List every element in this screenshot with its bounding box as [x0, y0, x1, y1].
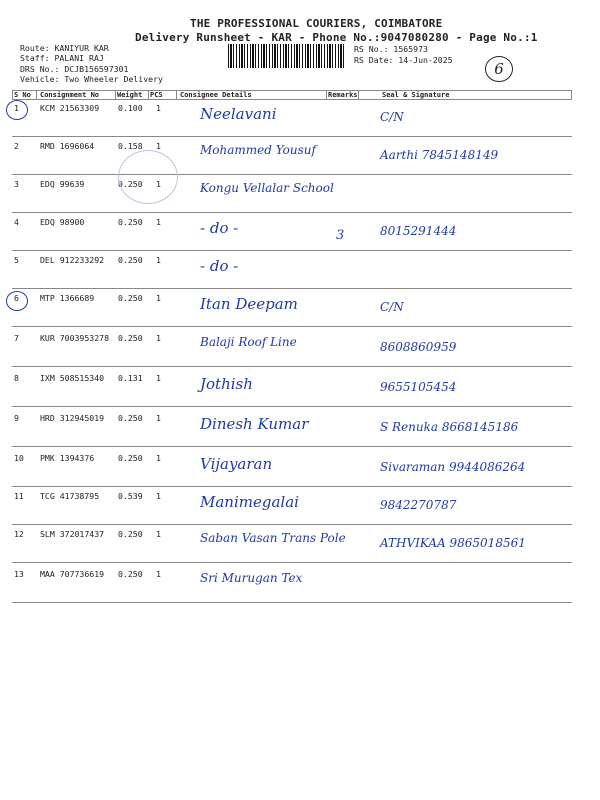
col-header-seal: Seal & Signature	[382, 91, 450, 99]
row-pcs: 1	[156, 413, 161, 423]
row-separator	[12, 288, 572, 289]
row-weight: 0.250	[118, 255, 143, 265]
row-remarks: 3	[336, 228, 345, 243]
row-consignment-no: TCG 41738795	[40, 491, 100, 501]
row-consignee: - do -	[200, 219, 239, 237]
row-consignee: - do -	[200, 257, 239, 275]
row-weight: 0.250	[118, 333, 143, 343]
row-separator	[12, 326, 572, 327]
row-pcs: 1	[156, 491, 161, 501]
row-sno: 7	[14, 333, 19, 343]
row-sno: 10	[14, 453, 24, 463]
row-seal-signature: 9655105454	[380, 380, 457, 394]
row-consignee: Saban Vasan Trans Pole	[200, 531, 346, 545]
row-consignment-no: IXM 508515340	[40, 373, 105, 383]
row-seal-signature: C/N	[380, 300, 404, 314]
row-separator	[12, 486, 572, 487]
vehicle-label: Vehicle: Two Wheeler Delivery	[20, 74, 163, 84]
row-weight: 0.250	[118, 529, 143, 539]
row-seal-signature: 8015291444	[380, 224, 457, 238]
row-pcs: 1	[156, 141, 161, 151]
row-weight: 0.250	[118, 217, 143, 227]
row-weight: 0.250	[118, 413, 143, 423]
row-sno: 8	[14, 373, 19, 383]
row-consignee: Dinesh Kumar	[200, 415, 309, 433]
row-separator	[12, 562, 572, 563]
row-seal-signature: Aarthi 7845148149	[380, 148, 499, 162]
row-consignee: Itan Deepam	[200, 295, 298, 313]
col-header-weight: Weight	[117, 91, 143, 99]
barcode	[228, 44, 346, 68]
company-title: THE PROFESSIONAL COURIERS, COIMBATORE	[190, 17, 443, 30]
row-weight: 0.250	[118, 569, 143, 579]
row-separator	[12, 212, 572, 213]
row-sno: 1	[14, 103, 19, 113]
row-weight: 0.158	[118, 141, 143, 151]
row-consignment-no: DEL 912233292	[40, 255, 105, 265]
row-consignee: Manimegalai	[200, 493, 299, 511]
row-separator	[12, 524, 572, 525]
row-seal-signature: 9842270787	[380, 498, 457, 512]
row-weight: 0.539	[118, 491, 143, 501]
row-consignment-no: PMK 1394376	[40, 453, 95, 463]
staff-label: Staff: PALANI RAJ	[20, 53, 104, 63]
row-consignee: Mohammed Yousuf	[200, 143, 316, 157]
row-consignee: Jothish	[200, 375, 253, 393]
row-consignee: Sri Murugan Tex	[200, 571, 303, 585]
row-seal-signature: C/N	[380, 110, 404, 124]
row-consignment-no: RMD 1696064	[40, 141, 95, 151]
office-stamp	[118, 150, 178, 204]
row-consignment-no: KUR 7003953278	[40, 333, 110, 343]
row-sno: 4	[14, 217, 19, 227]
row-circle-mark	[6, 100, 28, 120]
row-sno: 13	[14, 569, 24, 579]
row-pcs: 1	[156, 293, 161, 303]
row-sno: 11	[14, 491, 24, 501]
row-separator	[12, 250, 572, 251]
row-consignment-no: MAA 707736619	[40, 569, 105, 579]
col-header-consignment: Consignment No	[40, 91, 100, 99]
col-header-sno: S No	[14, 91, 31, 99]
row-circle-mark	[6, 291, 28, 311]
row-consignee: Vijayaran	[200, 455, 273, 473]
col-header-remarks: Remarks	[328, 91, 358, 99]
row-consignment-no: EDQ 98900	[40, 217, 85, 227]
row-pcs: 1	[156, 373, 161, 383]
row-pcs: 1	[156, 333, 161, 343]
row-consignment-no: MTP 1366689	[40, 293, 95, 303]
row-consignment-no: KCM 21563309	[40, 103, 100, 113]
row-separator	[12, 174, 572, 175]
col-header-consignee: Consignee Details	[180, 91, 252, 99]
row-seal-signature: S Renuka 8668145186	[380, 420, 519, 434]
row-sno: 5	[14, 255, 19, 265]
row-pcs: 1	[156, 255, 161, 265]
drs-number: DRS No.: DCJB156597301	[20, 64, 129, 74]
row-sno: 12	[14, 529, 24, 539]
row-pcs: 1	[156, 529, 161, 539]
route-label: Route: KANIYUR KAR	[20, 43, 109, 53]
row-separator	[12, 406, 572, 407]
rs-date: RS Date: 14-Jun-2025	[354, 55, 453, 65]
row-weight: 0.250	[118, 293, 143, 303]
row-weight: 0.250	[118, 453, 143, 463]
row-seal-signature: Sivaraman 9944086264	[380, 460, 526, 474]
row-consignment-no: EDQ 99639	[40, 179, 85, 189]
row-consignment-no: HRD 312945019	[40, 413, 105, 423]
row-pcs: 1	[156, 103, 161, 113]
row-separator	[12, 136, 572, 137]
row-weight: 0.100	[118, 103, 143, 113]
row-seal-signature: 8608860959	[380, 340, 457, 354]
row-pcs: 1	[156, 179, 161, 189]
row-sno: 2	[14, 141, 19, 151]
row-pcs: 1	[156, 569, 161, 579]
row-consignment-no: SLM 372017437	[40, 529, 105, 539]
row-separator	[12, 366, 572, 367]
row-seal-signature: ATHVIKAA 9865018561	[380, 536, 526, 550]
rs-number: RS No.: 1565973	[354, 44, 428, 54]
circled-count: 6	[485, 56, 513, 82]
col-header-pcs: PCS	[150, 91, 163, 99]
row-consignee: Kongu Vellalar School	[200, 181, 334, 195]
row-separator	[12, 602, 572, 603]
row-consignee: Neelavani	[200, 105, 277, 123]
row-weight: 0.131	[118, 373, 143, 383]
row-sno: 6	[14, 293, 19, 303]
row-sno: 3	[14, 179, 19, 189]
row-pcs: 1	[156, 453, 161, 463]
row-consignee: Balaji Roof Line	[200, 335, 297, 349]
row-weight: 0.250	[118, 179, 143, 189]
row-pcs: 1	[156, 217, 161, 227]
row-separator	[12, 446, 572, 447]
runsheet-subtitle: Delivery Runsheet - KAR - Phone No.:9047080280 - Page No.:1	[135, 31, 538, 44]
row-sno: 9	[14, 413, 19, 423]
